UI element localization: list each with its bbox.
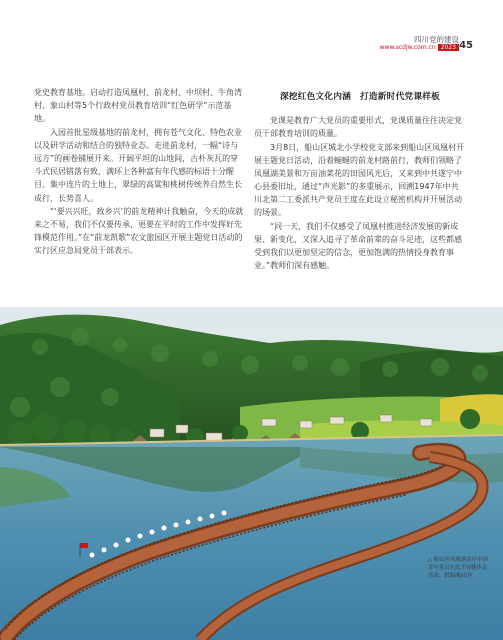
paragraph: “同一天，我们不仅感受了凤凰村推进经济发展的新成果、新变化，又深入追寻了革命前辈的奋斗足迹，这些都感受到我们以更加坚定的信念，更加饱满的热情投身教育事业。”教师们深有感触。 [254, 221, 462, 271]
page-number: 45 [459, 40, 473, 51]
paragraph: 党史教育基地。启动打造凤凰村、前龙村、中坝村、牛角湾村、象山村等5个行政村党员教育培训“红色研学”示范基地。 [34, 88, 242, 124]
paragraph: 入园首批星级基地的前龙村，拥有苍气文化、特色农业以及研学活动和结合的独特业态。走进前龙村，一幅“诗与远方”的画卷铺展开来。开阔平坦的山地间，古朴灰瓦的穿斗式民居错落有致，满环上各种富有年代感的标语十分醒目。集中连片的土地上，翠绿的高粱和桃树传统养自然生长成行，长势喜人。 [34, 127, 242, 203]
year-badge: 2023 [438, 44, 459, 51]
magazine-masthead [380, 36, 459, 52]
paragraph: “‘要兴兴旺，致乡兴’的前龙精神计我触奋，今天的成就来之不易，我们不仅要传承，更要在平时的工作中发挥好先锋模范作用。”在“前龙凯歌”农文旅园区开展主题党日活动的实行区应急局党员干部表示。 [34, 206, 244, 256]
paragraph: 3月8日，船山区城北小学校党支部来到船山区凤凰村开展主题党日活动，沿着蜿蜒的前龙村路前行，教师们领略了凤凰湖美景和万亩油菜花的田园风光后，又来到中共遂宁中心县委旧址，通过“声光影”的多重展示，回溯1947年中共川北第二工委派共产党员王度在此设立秘密机构并开展活动的场景。 [254, 142, 465, 218]
photo-caption: △ 船山区凤凰湖南岸中国青年党员在此开展健步走活动。供图/船山区 [428, 557, 488, 580]
lake-bridge-photo [0, 307, 503, 640]
magazine-url: www.scdjw.com.cn [379, 43, 436, 51]
left-column [34, 86, 246, 257]
right-column [254, 86, 466, 272]
magazine-title: 四川党的建设 [414, 35, 459, 44]
section-heading: 深挖红色文化内涵 打造新时代党课样板 [279, 92, 441, 102]
paragraph: 党课是教育广大党员的重要形式，党课质量往往决定党员干部教育培训的质量。 [254, 116, 462, 139]
